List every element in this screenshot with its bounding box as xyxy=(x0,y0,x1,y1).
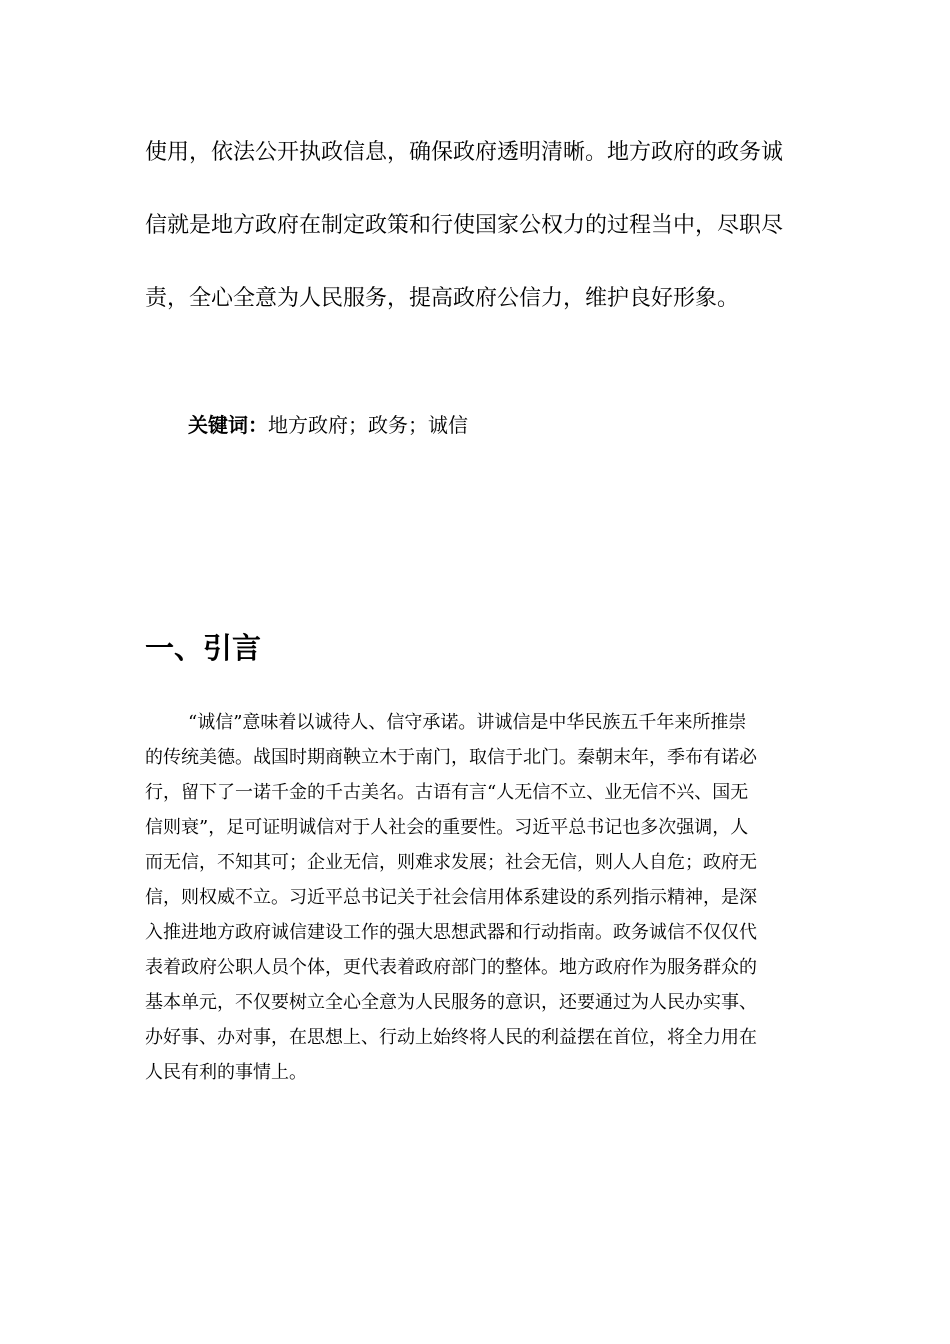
section-heading: 一、引言 xyxy=(145,631,262,665)
paragraph-line: 办好事、办对事，在思想上、行动上始终将人民的利益摆在首位，将全力用在 xyxy=(145,1027,757,1048)
abstract-line: 信就是地方政府在制定政策和行使国家公权力的过程当中，尽职尽 xyxy=(145,213,784,238)
paragraph-line: 行，留下了一诺千金的千古美名。古语有言“人无信不立、业无信不兴、国无 xyxy=(145,782,749,803)
paragraph-line: “诚信”意味着以诚待人、信守承诺。讲诚信是中华民族五千年来所推崇 xyxy=(188,712,747,733)
keywords-label: 关键词： xyxy=(188,413,268,437)
keywords-value: 地方政府；政务；诚信 xyxy=(268,413,468,437)
paragraph-line: 信则衰”，足可证明诚信对于人社会的重要性。习近平总书记也多次强调，人 xyxy=(145,817,749,838)
paragraph-line: 入推进地方政府诚信建设工作的强大思想武器和行动指南。政务诚信不仅仅代 xyxy=(145,922,757,943)
paragraph-line: 表着政府公职人员个体，更代表着政府部门的整体。地方政府作为服务群众的 xyxy=(145,957,757,978)
keywords-line xyxy=(188,410,468,440)
abstract-line: 责，全心全意为人民服务，提高政府公信力，维护良好形象。 xyxy=(145,286,740,311)
paragraph-line: 的传统美德。战国时期商鞅立木于南门，取信于北门。秦朝末年，季布有诺必 xyxy=(145,747,757,768)
paragraph-line: 基本单元，不仅要树立全心全意为人民服务的意识，还要通过为人民办实事、 xyxy=(145,992,757,1013)
abstract-line: 使用，依法公开执政信息，确保政府透明清晰。地方政府的政务诚 xyxy=(145,140,784,165)
paragraph-line: 而无信，不知其可；企业无信，则难求发展；社会无信，则人人自危；政府无 xyxy=(145,852,757,873)
paragraph-line: 人民有利的事情上。 xyxy=(145,1062,307,1083)
paragraph-line: 信，则权威不立。习近平总书记关于社会信用体系建设的系列指示精神，是深 xyxy=(145,887,757,908)
